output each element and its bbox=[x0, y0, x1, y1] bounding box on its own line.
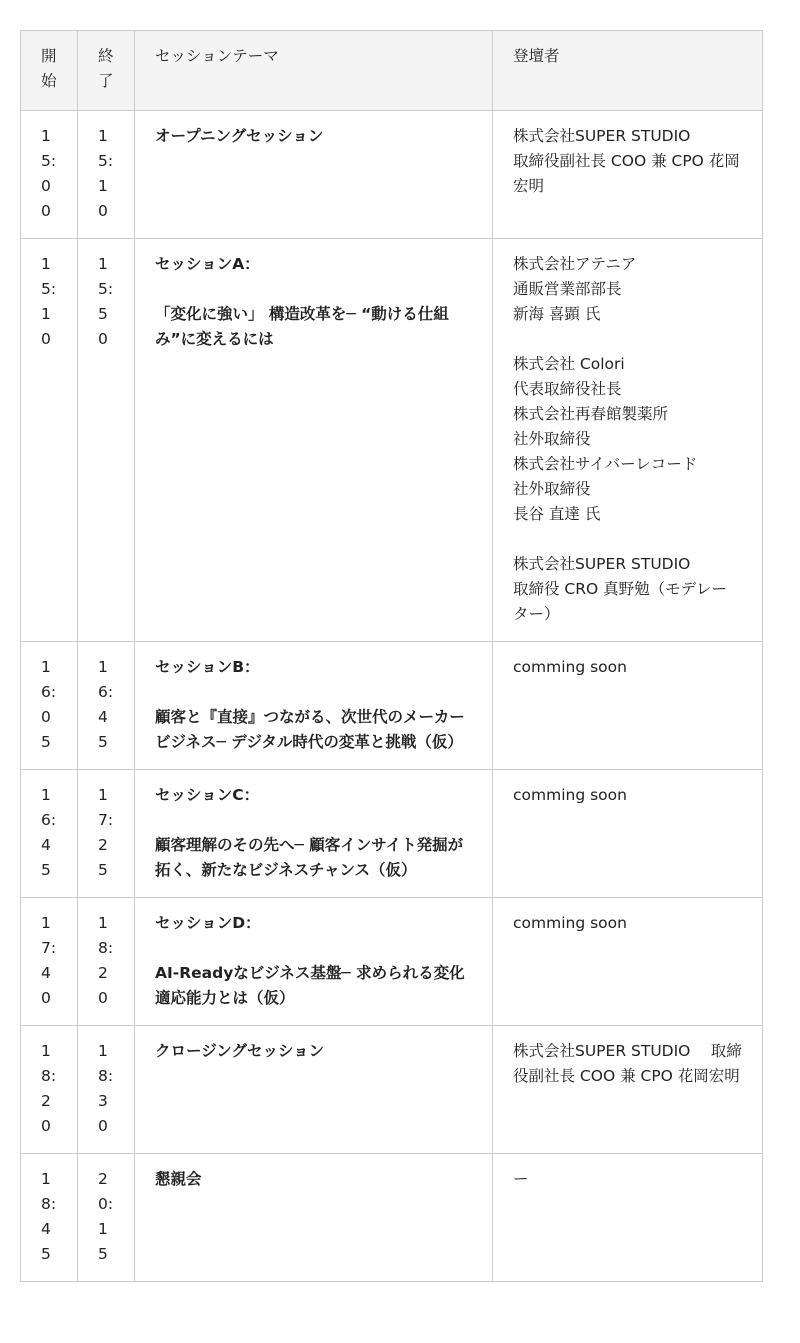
session-theme-line: セッションD： bbox=[155, 914, 261, 932]
session-theme-line: 顧客と『直接』つながる、次世代のメーカービジネス─ デジタル時代の変革と挑戦（仮） bbox=[155, 708, 465, 751]
speaker-line: 新海 喜顕 氏 bbox=[513, 305, 601, 323]
session-theme-line: AI-Readyなビジネス基盤─ 求められる変化適応能力とは（仮） bbox=[155, 964, 465, 1007]
session-theme-line: 顧客理解のその先へ─ 顧客インサイト発掘が拓く、新たなビジネスチャンス（仮） bbox=[155, 836, 464, 879]
header-row bbox=[21, 31, 763, 111]
speaker-line bbox=[513, 327, 742, 352]
session-theme-line bbox=[155, 936, 472, 961]
header-speaker: 登壇者 bbox=[493, 31, 763, 111]
start-time-cell: 16:45 bbox=[21, 770, 78, 898]
table-body bbox=[21, 111, 763, 1282]
table-row bbox=[21, 770, 763, 898]
speaker-line: 取締役 CRO 真野勉（モデレーター） bbox=[513, 580, 727, 623]
session-theme-cell bbox=[135, 239, 493, 642]
speaker-line bbox=[513, 527, 742, 552]
start-time-cell: 16:05 bbox=[21, 642, 78, 770]
end-time-cell: 16:45 bbox=[78, 642, 135, 770]
session-theme-cell bbox=[135, 111, 493, 239]
schedule-table-container bbox=[20, 30, 763, 1282]
speaker-line: 株式会社再春館製薬所 bbox=[513, 405, 669, 423]
end-time-cell: 18:30 bbox=[78, 1026, 135, 1154]
speaker-cell bbox=[493, 1026, 763, 1154]
speaker-cell bbox=[493, 239, 763, 642]
table-row bbox=[21, 1026, 763, 1154]
speaker-line: comming soon bbox=[513, 786, 627, 804]
speaker-cell bbox=[493, 1154, 763, 1282]
table-header bbox=[21, 31, 763, 111]
speaker-cell bbox=[493, 770, 763, 898]
schedule-table bbox=[20, 30, 763, 1282]
table-row bbox=[21, 239, 763, 642]
header-end: 終了 bbox=[78, 31, 135, 111]
end-time-cell: 15:50 bbox=[78, 239, 135, 642]
header-theme: セッションテーマ bbox=[135, 31, 493, 111]
header-start: 開始 bbox=[21, 31, 78, 111]
session-theme-line: セッションB： bbox=[155, 658, 260, 676]
start-time-cell: 18:45 bbox=[21, 1154, 78, 1282]
session-theme-cell bbox=[135, 642, 493, 770]
speaker-line: comming soon bbox=[513, 658, 627, 676]
speaker-line: 社外取締役 bbox=[513, 480, 591, 498]
speaker-line: 株式会社 Colori bbox=[513, 355, 625, 373]
table-row bbox=[21, 1154, 763, 1282]
speaker-line: 株式会社アテニア bbox=[513, 255, 637, 273]
end-time-cell: 18:20 bbox=[78, 898, 135, 1026]
session-theme-cell bbox=[135, 898, 493, 1026]
end-time-cell: 15:10 bbox=[78, 111, 135, 239]
speaker-line: 株式会社サイバーレコード bbox=[513, 455, 698, 473]
speaker-line: 株式会社SUPER STUDIO bbox=[513, 127, 691, 145]
speaker-cell bbox=[493, 898, 763, 1026]
table-row bbox=[21, 111, 763, 239]
session-theme-line bbox=[155, 680, 472, 705]
speaker-cell bbox=[493, 642, 763, 770]
speaker-line: 取締役副社長 COO 兼 CPO 花岡宏明 bbox=[513, 152, 740, 195]
start-time-cell: 18:20 bbox=[21, 1026, 78, 1154]
session-theme-line: 「変化に強い」 構造改革を─ “動ける仕組み”に変えるには bbox=[155, 305, 449, 348]
start-time-cell: 17:40 bbox=[21, 898, 78, 1026]
session-theme-cell bbox=[135, 1026, 493, 1154]
speaker-line: comming soon bbox=[513, 914, 627, 932]
session-theme-line: セッションC： bbox=[155, 786, 260, 804]
session-theme-cell bbox=[135, 770, 493, 898]
speaker-line: ー bbox=[513, 1170, 529, 1188]
start-time-cell: 15:10 bbox=[21, 239, 78, 642]
session-theme-line: クロージングセッション bbox=[155, 1042, 325, 1060]
session-theme-line: オープニングセッション bbox=[155, 127, 324, 145]
table-row bbox=[21, 642, 763, 770]
end-time-cell: 20:15 bbox=[78, 1154, 135, 1282]
speaker-line: 株式会社SUPER STUDIO bbox=[513, 555, 691, 573]
speaker-line: 通販営業部部長 bbox=[513, 280, 622, 298]
speaker-line: 株式会社SUPER STUDIO 取締役副社長 COO 兼 CPO 花岡宏明 bbox=[513, 1042, 742, 1085]
end-time-cell: 17:25 bbox=[78, 770, 135, 898]
session-theme-line: 懇親会 bbox=[155, 1170, 202, 1188]
session-theme-line bbox=[155, 277, 472, 302]
session-theme-line: セッションA： bbox=[155, 255, 260, 273]
session-theme-cell bbox=[135, 1154, 493, 1282]
table-row bbox=[21, 898, 763, 1026]
start-time-cell: 15:00 bbox=[21, 111, 78, 239]
session-theme-line bbox=[155, 808, 472, 833]
speaker-cell bbox=[493, 111, 763, 239]
speaker-line: 代表取締役社長 bbox=[513, 380, 622, 398]
speaker-line: 長谷 直達 氏 bbox=[513, 505, 601, 523]
speaker-line: 社外取締役 bbox=[513, 430, 591, 448]
